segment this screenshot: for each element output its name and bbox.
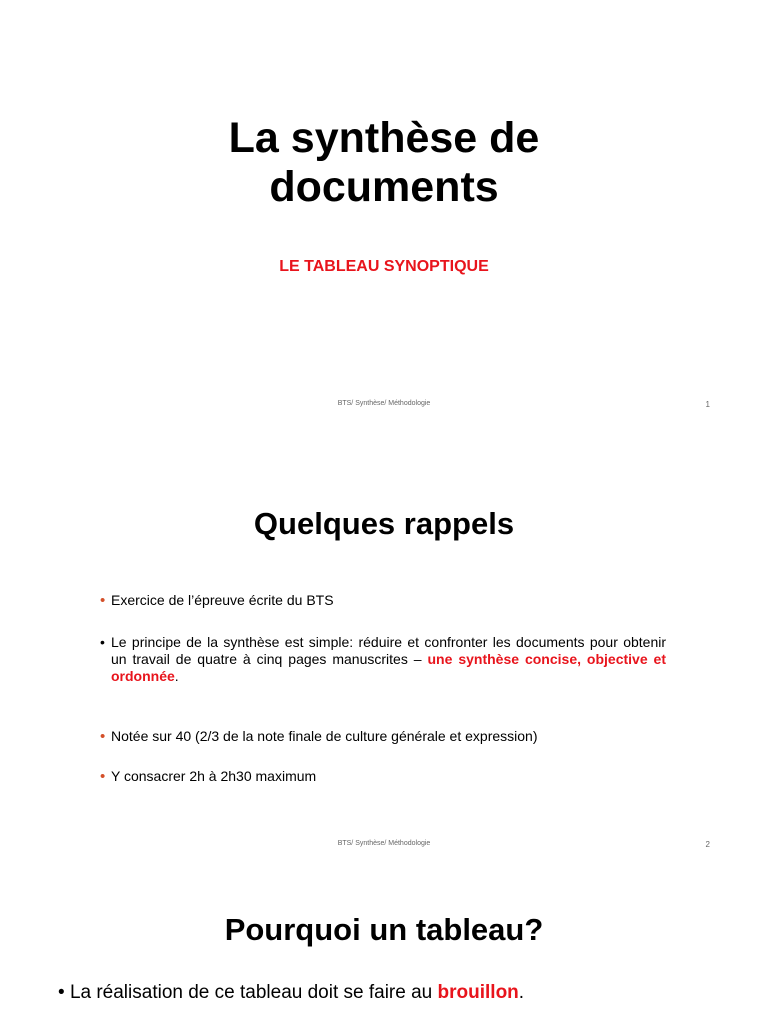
slide-1-title-line-2: documents [269, 163, 499, 211]
slide-3-bullet-text: La réalisation de ce tableau doit se faire au [69, 982, 438, 1003]
slide-1-title [0, 114, 768, 212]
bullet-dot-icon: • [100, 634, 105, 650]
bullet-text: Notée sur 40 (2/3 de la note finale de culture générale et expression) [111, 728, 538, 744]
page-number: 1 [705, 400, 710, 409]
bullet-text: Exercice de l’épreuve écrite du BTS [111, 592, 334, 608]
bullet-dot-icon: • [100, 592, 106, 609]
bullet-text [100, 634, 666, 685]
slide-3-title: Pourquoi un tableau? [224, 912, 544, 947]
slide-2 [0, 432, 768, 864]
bullet-dot-icon: • [58, 982, 70, 1003]
bullet-item-2 [100, 634, 666, 685]
slide-2-title: Quelques rappels [253, 506, 515, 541]
bullet-item-4 [100, 768, 666, 785]
bullet-dot-icon: • [100, 728, 106, 745]
slide-1-title-line-1: La synthèse de [228, 114, 540, 162]
bullet-2-text: Le principe de la synthèse est simple: réduire et confronter les documents pour obtenir un travail de quatre à cinq pages manuscrites – [111, 634, 666, 667]
footer-text: BTS/ Synthèse/ Méthodologie [337, 840, 431, 847]
bullet-dot-icon: • [100, 768, 106, 785]
footer-text: BTS/ Synthèse/ Méthodologie [337, 400, 431, 407]
bullet-2-highlight: une synthèse concise, objective et ordonnée [111, 651, 667, 684]
slide-1 [0, 0, 768, 432]
slide-3-bullet-highlight: brouillon [437, 982, 519, 1003]
bullet-2-end: . [174, 668, 179, 684]
slide-3 [0, 864, 768, 1024]
slide-3-bullet-end: . [518, 982, 525, 1003]
page-number: 2 [705, 840, 710, 849]
bullet-item-1 [100, 592, 666, 609]
slide-1-subtitle: LE TABLEAU SYNOPTIQUE [279, 258, 489, 275]
bullet-text: Y consacrer 2h à 2h30 maximum [111, 768, 317, 784]
slide-3-bullet [58, 982, 524, 1004]
bullet-item-3 [100, 728, 666, 745]
